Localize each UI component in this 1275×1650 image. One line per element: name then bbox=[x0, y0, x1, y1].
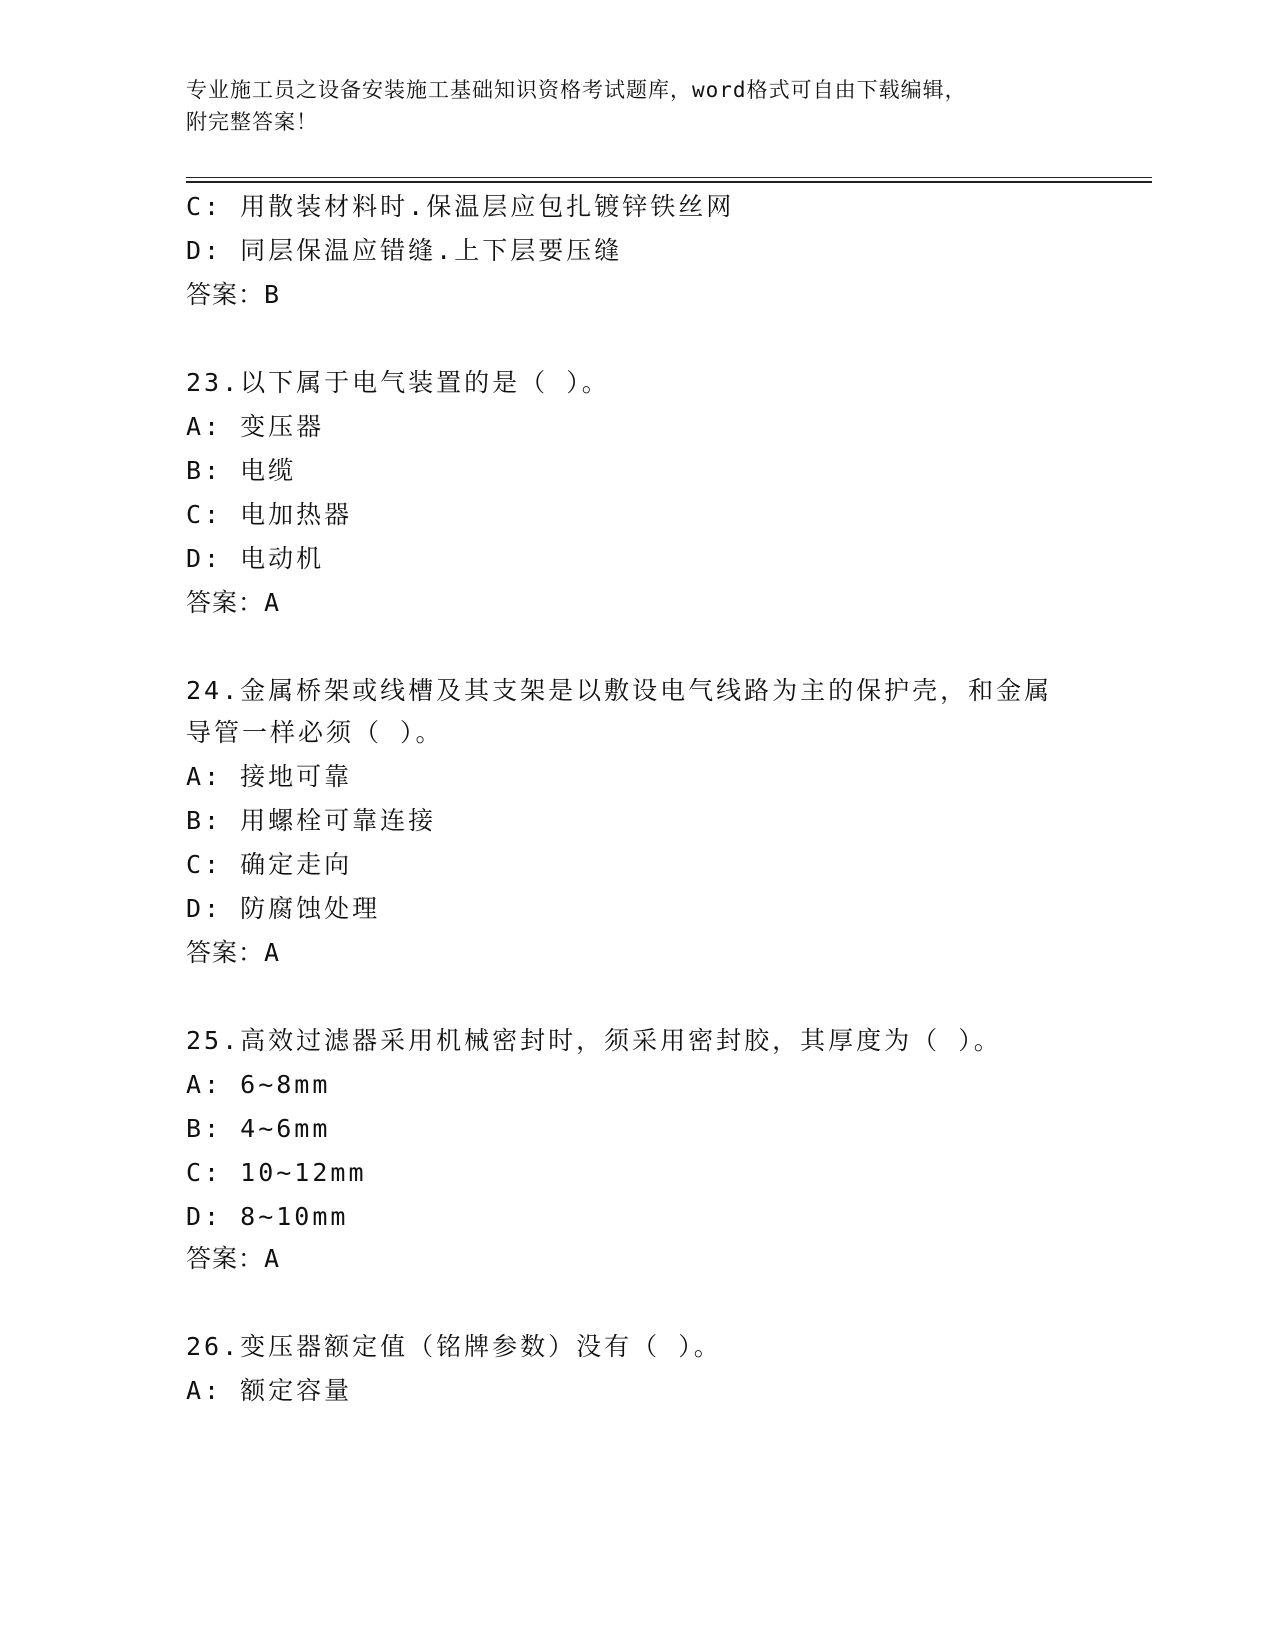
question-24-option-a: A: 接地可靠 bbox=[186, 762, 353, 791]
question-24-option-b: B: 用螺栓可靠连接 bbox=[186, 806, 437, 835]
option-d: D: 同层保温应错缝.上下层要压缝 bbox=[186, 236, 623, 265]
header-line-1: 专业施工员之设备安装施工基础知识资格考试题库，word格式可自由下载编辑， bbox=[186, 78, 967, 102]
question-24-line-1: 24.金属桥架或线槽及其支架是以敷设电气线路为主的保护壳，和金属 bbox=[186, 676, 1053, 705]
question-25-option-a: A: 6~8mm bbox=[186, 1070, 331, 1099]
question-24-option-d: D: 防腐蚀处理 bbox=[186, 894, 381, 923]
question-23-option-a: A: 变压器 bbox=[186, 412, 325, 441]
document-header bbox=[186, 74, 1086, 138]
question-26-option-a: A: 额定容量 bbox=[186, 1376, 353, 1405]
question-24-line-2: 导管一样必须（ ）。 bbox=[186, 718, 444, 747]
question-24-answer: 答案：A bbox=[186, 938, 281, 967]
question-25-option-d: D: 8~10mm bbox=[186, 1202, 349, 1231]
header-divider-thin bbox=[186, 177, 1152, 178]
question-23: 23.以下属于电气装置的是（ ）。 bbox=[186, 368, 610, 397]
question-25-option-b: B: 4~6mm bbox=[186, 1114, 331, 1143]
question-23-option-c: C: 电加热器 bbox=[186, 500, 353, 529]
header-line-2: 附完整答案！ bbox=[186, 110, 318, 134]
option-c: C: 用散装材料时.保温层应包扎镀锌铁丝网 bbox=[186, 192, 735, 221]
question-23-option-d: D: 电动机 bbox=[186, 544, 325, 573]
question-25-answer: 答案：A bbox=[186, 1244, 281, 1273]
answer: 答案：B bbox=[186, 280, 281, 309]
question-23-answer: 答案：A bbox=[186, 588, 281, 617]
question-25-option-c: C: 10~12mm bbox=[186, 1158, 367, 1187]
question-23-option-b: B: 电缆 bbox=[186, 456, 297, 485]
question-24-option-c: C: 确定走向 bbox=[186, 850, 353, 879]
question-25: 25.高效过滤器采用机械密封时，须采用密封胶，其厚度为（ ）。 bbox=[186, 1026, 1002, 1055]
question-26: 26.变压器额定值（铭牌参数）没有（ ）。 bbox=[186, 1332, 722, 1361]
header-divider-thick bbox=[186, 181, 1152, 183]
